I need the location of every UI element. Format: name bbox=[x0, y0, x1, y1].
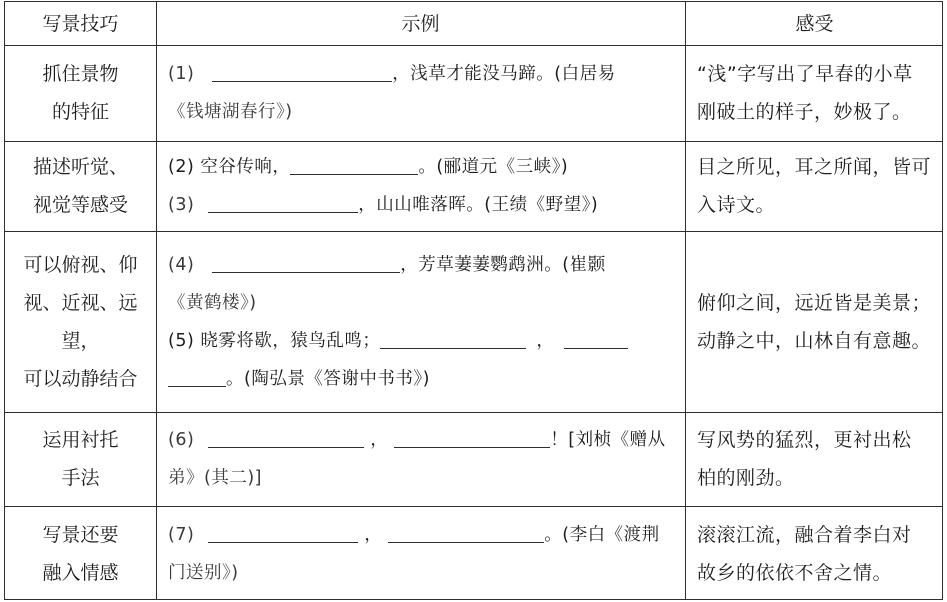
feeling-line: 故乡的依依不舍之情。 bbox=[697, 561, 893, 584]
example-text: ！[刘桢《赠从 bbox=[550, 430, 666, 450]
example-text: (2) 空谷传响， bbox=[168, 157, 291, 177]
feeling-line: “浅”字写出了早春的小草 bbox=[697, 63, 913, 85]
example-text: ，芳草萋萋鹦鹉洲。(崔颢 bbox=[400, 254, 606, 275]
feeling-line: 动静之中，山林自有意趣。 bbox=[697, 329, 932, 352]
feeling-line: 入诗文。 bbox=[697, 194, 776, 216]
example-cell bbox=[156, 141, 685, 231]
technique-cell bbox=[5, 231, 156, 412]
technique-line: 可以俯视、仰 bbox=[23, 253, 138, 276]
example-source: 《黄鹤楼》) bbox=[168, 292, 257, 313]
technique-line: 写景还要 bbox=[42, 523, 119, 546]
answer-blank[interactable] bbox=[212, 59, 392, 82]
technique-line: 视、近视、远望， bbox=[23, 291, 138, 352]
technique-line: 运用衬托 bbox=[42, 429, 119, 451]
example-text: ， bbox=[364, 524, 383, 545]
table-row bbox=[5, 45, 942, 141]
answer-blank[interactable] bbox=[212, 250, 400, 273]
header-example: 示例 bbox=[401, 12, 440, 35]
example-text: ，山山唯落晖。(王绩《野望》) bbox=[358, 195, 599, 215]
table-row bbox=[5, 412, 942, 506]
technique-line: 融入情感 bbox=[42, 561, 119, 584]
feeling-line: 写风势的猛烈，更衬出松 bbox=[697, 429, 912, 451]
poetry-technique-table bbox=[4, 1, 943, 600]
item-number: (7) bbox=[168, 524, 195, 545]
example-text: (5) 晓雾将歇，猿鸟乱鸣； bbox=[168, 330, 381, 351]
example-text: ， bbox=[370, 430, 389, 450]
table-row bbox=[5, 506, 942, 601]
technique-cell bbox=[5, 412, 156, 506]
technique-cell bbox=[5, 45, 156, 141]
item-number: (3) bbox=[168, 195, 195, 215]
feeling-cell bbox=[685, 412, 944, 506]
example-line bbox=[168, 148, 677, 186]
technique-line: 可以动静结合 bbox=[23, 367, 138, 390]
table-row bbox=[5, 231, 942, 412]
header-feeling: 感受 bbox=[795, 12, 834, 35]
example-line bbox=[168, 421, 677, 459]
answer-blank[interactable] bbox=[380, 326, 526, 349]
example-line bbox=[168, 360, 677, 398]
technique-line: 的特征 bbox=[51, 101, 109, 123]
feeling-line: 柏的刚劲。 bbox=[697, 467, 795, 489]
table-row bbox=[5, 141, 942, 231]
example-text: 。(郦道元《三峡》) bbox=[418, 157, 569, 177]
feeling-cell bbox=[685, 45, 944, 141]
technique-line: 手法 bbox=[61, 467, 100, 489]
feeling-line: 俯仰之间，远近皆是美景； bbox=[697, 291, 932, 314]
example-cell bbox=[156, 412, 685, 506]
example-line bbox=[168, 55, 677, 93]
example-line bbox=[168, 246, 677, 284]
example-text: 。(陶弘景《答谢中书书》) bbox=[226, 368, 430, 389]
technique-line: 视觉等感受 bbox=[32, 194, 128, 216]
feeling-cell bbox=[685, 231, 944, 412]
example-text: 。(李白《渡荆 bbox=[544, 524, 660, 545]
technique-cell bbox=[5, 506, 156, 601]
answer-blank[interactable] bbox=[394, 425, 550, 448]
example-text: ，浅草才能没马蹄。(白居易 bbox=[392, 64, 616, 84]
example-line bbox=[168, 186, 677, 224]
answer-blank[interactable] bbox=[208, 190, 358, 213]
answer-blank[interactable] bbox=[208, 520, 358, 543]
example-source: 《钱塘湖春行》) bbox=[168, 102, 293, 122]
answer-blank[interactable] bbox=[168, 364, 226, 387]
example-text: ， bbox=[536, 330, 555, 351]
example-cell bbox=[156, 45, 685, 141]
feeling-line: 目之所见，耳之所闻，皆可 bbox=[697, 156, 932, 178]
example-line bbox=[168, 516, 677, 554]
example-line bbox=[168, 322, 677, 360]
example-source: 门送别》) bbox=[168, 562, 239, 583]
example-cell bbox=[156, 231, 685, 412]
table-header bbox=[5, 2, 942, 45]
answer-blank[interactable] bbox=[564, 326, 628, 349]
answer-blank[interactable] bbox=[208, 425, 364, 448]
technique-cell bbox=[5, 141, 156, 231]
item-number: (1) bbox=[168, 64, 195, 84]
technique-line: 抓住景物 bbox=[42, 63, 119, 85]
header-technique: 写景技巧 bbox=[42, 12, 119, 35]
example-cell bbox=[156, 506, 685, 601]
example-source: 弟》(其二)] bbox=[168, 468, 262, 488]
feeling-cell bbox=[685, 141, 944, 231]
item-number: (6) bbox=[168, 430, 195, 450]
feeling-line: 滚滚江流，融合着李白对 bbox=[697, 523, 912, 546]
answer-blank[interactable] bbox=[388, 520, 544, 543]
answer-blank[interactable] bbox=[290, 152, 418, 175]
feeling-cell bbox=[685, 506, 944, 601]
item-number: (4) bbox=[168, 254, 195, 275]
technique-line: 描述听觉、 bbox=[32, 156, 128, 178]
feeling-line: 刚破土的样子，妙极了。 bbox=[697, 101, 912, 123]
